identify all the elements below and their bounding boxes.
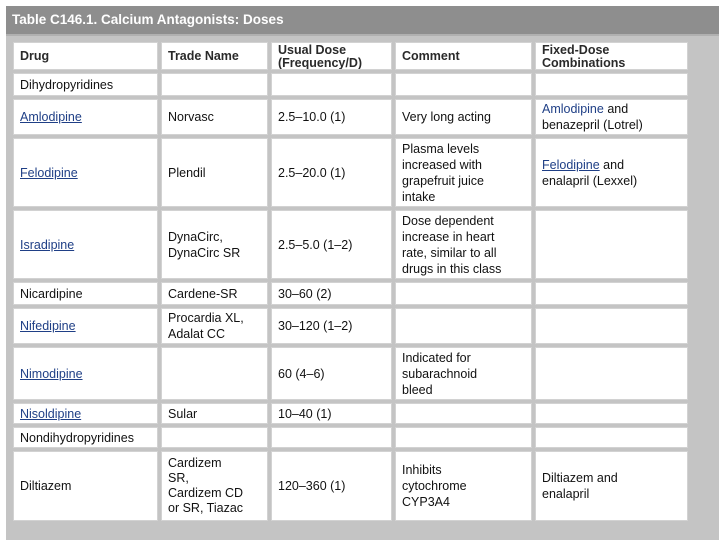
table-caption: Table C146.1. Calcium Antagonists: Doses bbox=[12, 12, 284, 27]
section-label: Dihydropyridines bbox=[13, 73, 158, 96]
trade-name-cell: DynaCirc, DynaCirc SR bbox=[161, 210, 268, 279]
comment-cell bbox=[395, 282, 532, 305]
combination-cell bbox=[535, 347, 688, 400]
table-row bbox=[13, 308, 688, 344]
table-row bbox=[13, 282, 688, 305]
drug-cell bbox=[13, 138, 158, 207]
dose-cell: 120–360 (1) bbox=[271, 451, 392, 521]
table-row bbox=[13, 210, 688, 279]
table-row bbox=[13, 138, 688, 207]
combo-drug-link[interactable]: Amlodipine bbox=[542, 102, 604, 116]
header-fixed-dose: Fixed-Dose Combinations bbox=[535, 42, 688, 70]
section-row-dihydropyridines bbox=[13, 73, 688, 96]
trade-name-cell: Sular bbox=[161, 403, 268, 424]
comment-cell: Plasma levels increased with grapefruit juice intake bbox=[395, 138, 532, 207]
combination-cell: Felodipine and enalapril (Lexxel) bbox=[535, 138, 688, 207]
dose-cell: 30–120 (1–2) bbox=[271, 308, 392, 344]
drug-link[interactable]: Nisoldipine bbox=[20, 406, 82, 421]
dose-cell: 2.5–20.0 (1) bbox=[271, 138, 392, 207]
table-caption-bar bbox=[6, 6, 719, 36]
combination-cell: Diltiazem and enalapril bbox=[535, 451, 688, 521]
section-row-nondihydropyridines bbox=[13, 427, 688, 448]
comment-cell bbox=[395, 403, 532, 424]
dose-cell: 2.5–10.0 (1) bbox=[271, 99, 392, 135]
combo-drug-link[interactable]: Felodipine bbox=[542, 157, 600, 172]
drug-link[interactable]: Amlodipine bbox=[20, 110, 82, 124]
comment-cell: Indicated for subarachnoid bleed bbox=[395, 347, 532, 400]
trade-name-cell: Procardia XL, Adalat CC bbox=[161, 308, 268, 344]
calcium-antagonists-table bbox=[10, 39, 691, 524]
drug-link[interactable]: Isradipine bbox=[20, 237, 75, 252]
dose-cell: 10–40 (1) bbox=[271, 403, 392, 424]
dose-cell: 60 (4–6) bbox=[271, 347, 392, 400]
table-row bbox=[13, 451, 688, 521]
combination-cell bbox=[535, 282, 688, 305]
trade-name-cell bbox=[161, 347, 268, 400]
drug-cell bbox=[13, 347, 158, 400]
combination-cell bbox=[535, 403, 688, 424]
header-usual-dose: Usual Dose (Frequency/D) bbox=[271, 42, 392, 70]
trade-name-cell: Norvasc bbox=[161, 99, 268, 135]
combination-cell bbox=[535, 210, 688, 279]
drug-cell bbox=[13, 403, 158, 424]
drug-cell: Diltiazem bbox=[13, 451, 158, 521]
drug-cell bbox=[13, 210, 158, 279]
drug-link[interactable]: Felodipine bbox=[20, 165, 78, 180]
header-row bbox=[13, 42, 688, 70]
trade-name-cell: Cardene-SR bbox=[161, 282, 268, 305]
comment-cell: Very long acting bbox=[395, 99, 532, 135]
dose-cell: 2.5–5.0 (1–2) bbox=[271, 210, 392, 279]
table-frame bbox=[6, 6, 719, 540]
header-trade-name: Trade Name bbox=[161, 42, 268, 70]
drug-cell bbox=[13, 99, 158, 135]
drug-link[interactable]: Nimodipine bbox=[20, 366, 83, 381]
combination-cell bbox=[535, 308, 688, 344]
drug-link[interactable]: Nifedipine bbox=[20, 319, 76, 333]
trade-name-cell: Plendil bbox=[161, 138, 268, 207]
header-drug: Drug bbox=[13, 42, 158, 70]
dose-cell: 30–60 (2) bbox=[271, 282, 392, 305]
table-row bbox=[13, 403, 688, 424]
table-row bbox=[13, 347, 688, 400]
section-label: Nondihydropyridines bbox=[13, 427, 158, 448]
drug-cell bbox=[13, 308, 158, 344]
comment-cell: Dose dependent increase in heart rate, similar to all drugs in this class bbox=[395, 210, 532, 279]
trade-name-cell: Cardizem SR, Cardizem CD or SR, Tiazac bbox=[161, 451, 268, 521]
comment-cell bbox=[395, 308, 532, 344]
comment-cell: Inhibits cytochrome CYP3A4 bbox=[395, 451, 532, 521]
combination-cell: Amlodipine and benazepril (Lotrel) bbox=[535, 99, 688, 135]
table-row bbox=[13, 99, 688, 135]
header-comment: Comment bbox=[395, 42, 532, 70]
drug-cell: Nicardipine bbox=[13, 282, 158, 305]
